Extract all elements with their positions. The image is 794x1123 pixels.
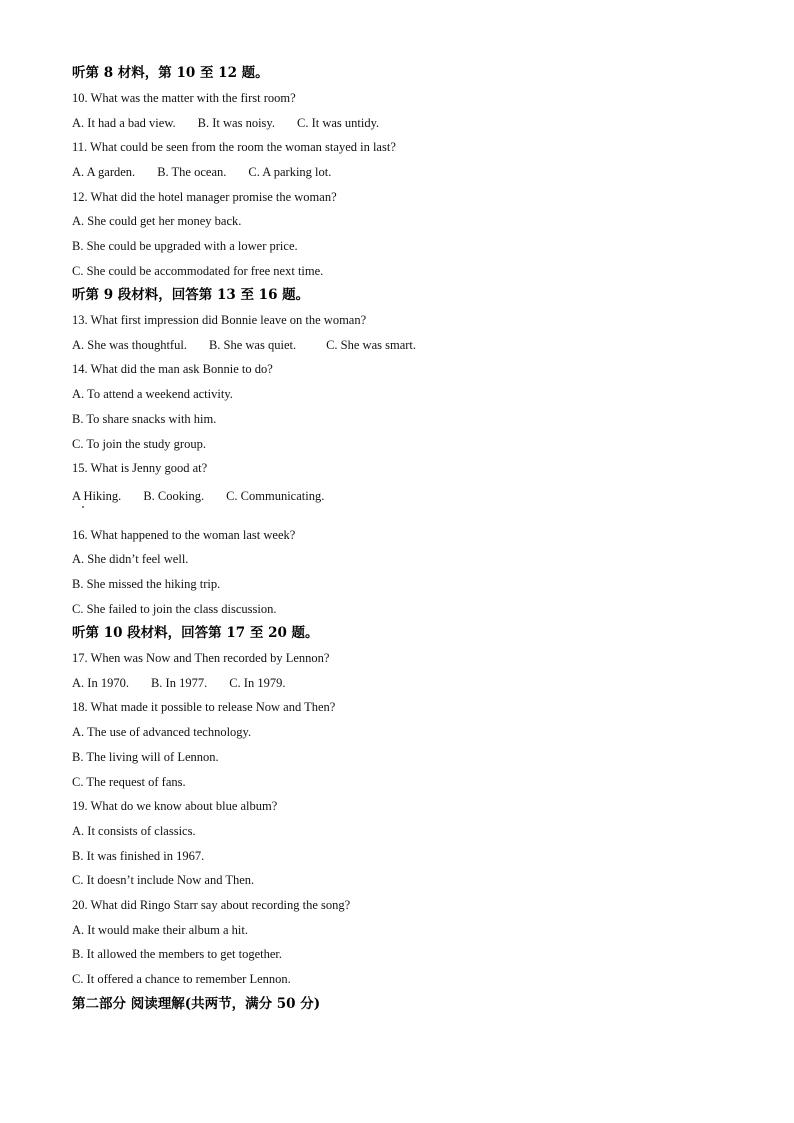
option-12c: C. She could be accommodated for free next time. bbox=[72, 264, 324, 278]
option-20c: C. It offered a chance to remember Lennon. bbox=[72, 972, 291, 986]
option-20a: A. It would make their album a hit. bbox=[72, 923, 249, 937]
option-13c: C. She was smart. bbox=[326, 338, 417, 352]
option-14c: C. To join the study group. bbox=[72, 437, 206, 451]
option-10a: A. It had a bad view. bbox=[72, 116, 176, 130]
option-19a: A. It consists of classics. bbox=[72, 824, 196, 838]
section-heading-9: 听第 9 段材料，回答第 13 至 16 题。 bbox=[72, 287, 310, 303]
option-18b: B. The living will of Lennon. bbox=[72, 750, 219, 764]
stray-dot bbox=[82, 506, 84, 508]
option-13b: B. She was quiet. bbox=[208, 338, 297, 352]
option-16a: A. She didn’t feel well. bbox=[72, 552, 189, 566]
option-18c: C. The request of fans. bbox=[72, 775, 186, 789]
option-20b: B. It allowed the members to get together. bbox=[72, 947, 283, 961]
option-13a: A. She was thoughtful. bbox=[72, 338, 187, 352]
option-19b: B. It was finished in 1967. bbox=[72, 849, 205, 863]
option-19c: C. It doesn’t include Now and Then. bbox=[72, 873, 255, 887]
options-10 bbox=[72, 115, 379, 131]
option-17b: B. In 1977. bbox=[150, 676, 208, 690]
option-17a: A. In 1970. bbox=[72, 676, 129, 690]
section-heading-8: 听第 8 材料，第 10 至 12 题。 bbox=[72, 65, 269, 81]
option-11b: B. The ocean. bbox=[157, 165, 227, 179]
option-11c: C. A parking lot. bbox=[248, 165, 332, 179]
section-heading-10: 听第 10 段材料，回答第 17 至 20 题。 bbox=[72, 625, 319, 641]
options-13 bbox=[72, 337, 416, 353]
question-11: 11. What could be seen from the room the woman stayed in last? bbox=[72, 140, 396, 154]
question-14: 14. What did the man ask Bonnie to do? bbox=[72, 362, 273, 376]
option-16c: C. She failed to join the class discussion. bbox=[72, 602, 277, 616]
options-11 bbox=[72, 164, 331, 180]
options-15 bbox=[72, 488, 324, 504]
question-20: 20. What did Ringo Starr say about recording the song? bbox=[72, 898, 351, 912]
option-18a: A. The use of advanced technology. bbox=[72, 725, 252, 739]
option-14a: A. To attend a weekend activity. bbox=[72, 387, 233, 401]
question-17: 17. When was Now and Then recorded by Lennon? bbox=[72, 651, 330, 665]
question-10: 10. What was the matter with the first room? bbox=[72, 91, 296, 105]
options-17 bbox=[72, 675, 285, 691]
option-16b: B. She missed the hiking trip. bbox=[72, 577, 221, 591]
question-19: 19. What do we know about blue album? bbox=[72, 799, 278, 813]
section-heading-part2: 第二部分 阅读理解(共两节，满分 50 分) bbox=[72, 996, 321, 1012]
question-12: 12. What did the hotel manager promise the woman? bbox=[72, 190, 337, 204]
question-16: 16. What happened to the woman last week? bbox=[72, 528, 296, 542]
option-14b: B. To share snacks with him. bbox=[72, 412, 217, 426]
option-15c: C. Communicating. bbox=[226, 489, 325, 503]
option-11a: A. A garden. bbox=[72, 165, 136, 179]
option-12b: B. She could be upgraded with a lower price. bbox=[72, 239, 298, 253]
option-17c: C. In 1979. bbox=[229, 676, 286, 690]
question-13: 13. What first impression did Bonnie leave on the woman? bbox=[72, 313, 367, 327]
option-15a: A Hiking. bbox=[72, 489, 122, 503]
option-15b: B. Cooking. bbox=[143, 489, 205, 503]
option-10b: B. It was noisy. bbox=[197, 116, 275, 130]
question-15: 15. What is Jenny good at? bbox=[72, 461, 208, 475]
option-10c: C. It was untidy. bbox=[297, 116, 380, 130]
option-12a: A. She could get her money back. bbox=[72, 214, 242, 228]
question-18: 18. What made it possible to release Now and Then? bbox=[72, 700, 336, 714]
